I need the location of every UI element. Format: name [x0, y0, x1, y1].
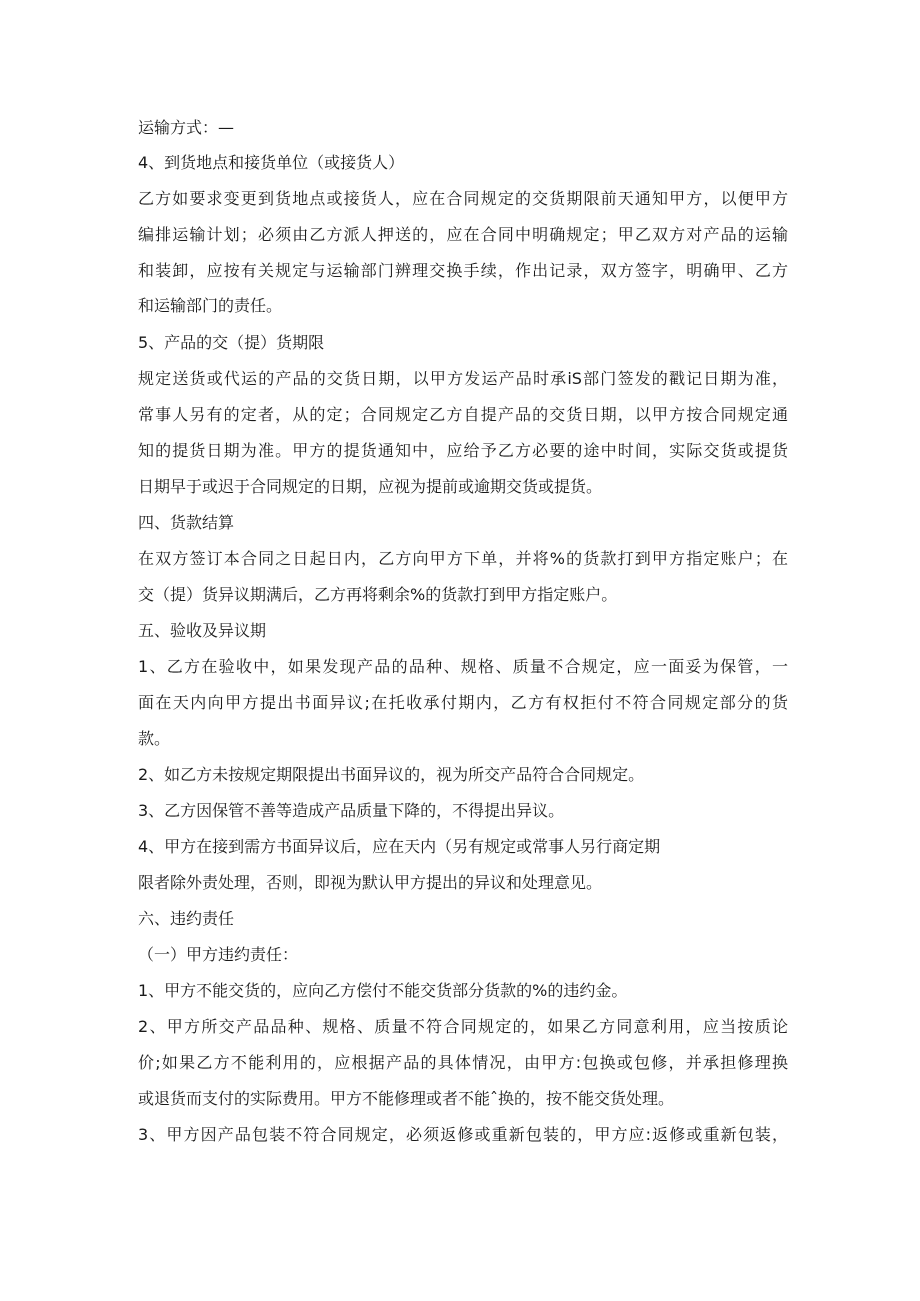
text-line: 1、乙方在验收中，如果发现产品的品种、规格、质量不合规定，应一面妥为保管，一: [138, 657, 788, 676]
text-line: 3、甲方因产品包装不符合同规定，必须返修或重新包装的，甲方应:返修或重新包装，: [138, 1125, 788, 1144]
section-heading: 4、到货地点和接货单位（或接货人）: [138, 153, 405, 172]
text-line: 交（提）货异议期满后，乙方再将剩余%的货款打到甲方指定账户。: [138, 585, 618, 604]
text-line: 1、甲方不能交货的，应向乙方偿付不能交货部分货款的%的违约金。: [138, 981, 628, 1000]
text-line: 4、甲方在接到需方书面异议后，应在天内（另有规定或常事人另行商定期: [138, 837, 661, 856]
section-heading: 5、产品的交（提）货期限: [138, 333, 325, 352]
text-line: 日期早于或迟于合同规定的日期，应视为提前或逾期交货或提货。: [138, 477, 603, 496]
text-line: 在双方签订本合同之日起日内，乙方向甲方下单，并将%的货款打到甲方指定账户；在: [138, 549, 788, 568]
text-line: 编排运输计划；必须由乙方派人押送的，应在合同中明确规定；甲乙双方对产品的运输: [138, 225, 788, 244]
section-heading: 六、违约责任: [138, 909, 235, 928]
section-heading: 四、货款结算: [138, 513, 235, 532]
text-line: 乙方如要求变更到货地点或接货人，应在合同规定的交货期限前天通知甲方，以便甲方: [138, 189, 788, 208]
text-line: 价;如果乙方不能利用的，应根据产品的具体情况，由甲方:包换或包修，并承担修理换: [138, 1053, 788, 1072]
section-heading: 五、验收及异议期: [138, 621, 267, 640]
text-line: 2、甲方所交产品品种、规格、质量不符合同规定的，如果乙方同意利用，应当按质论: [138, 1017, 788, 1036]
text-line: 2、如乙方未按规定期限提出书面异议的，视为所交产品符合合同规定。: [138, 765, 645, 784]
text-line: 运输方式：—: [138, 118, 235, 137]
text-line: 和装卸，应按有关规定与运输部门辨理交换手续，作出记录，双方签字，明确甲、乙方: [138, 261, 788, 280]
text-line: 常事人另有的定者，从的定；合同规定乙方自提产品的交货日期，以甲方按合同规定通: [138, 405, 788, 424]
text-line: 款。: [138, 729, 171, 748]
text-line: 和运输部门的责任。: [138, 296, 283, 315]
text-line: 规定送货或代运的产品的交货日期，以甲方发运产品时承iS部门签发的戳记日期为准，: [138, 369, 788, 388]
text-line: 3、乙方因保管不善等造成产品质量下降的，不得提出异议。: [138, 801, 565, 820]
text-line: 限者除外责处理，否则，即视为默认甲方提出的异议和处理意见。: [138, 873, 603, 892]
text-line: 面在天内向甲方提出书面异议;在托收承付期内，乙方有权拒付不符合同规定部分的货: [138, 693, 788, 712]
subsection-heading: （一）甲方违约责任：: [138, 945, 299, 964]
text-line: 或退货而支付的实际费用。甲方不能修理或者不能ˆ换的，按不能交货处理。: [138, 1089, 675, 1108]
text-line: 知的提货日期为准。甲方的提货通知中，应给予乙方必要的途中时间，实际交货或提货: [138, 441, 788, 460]
